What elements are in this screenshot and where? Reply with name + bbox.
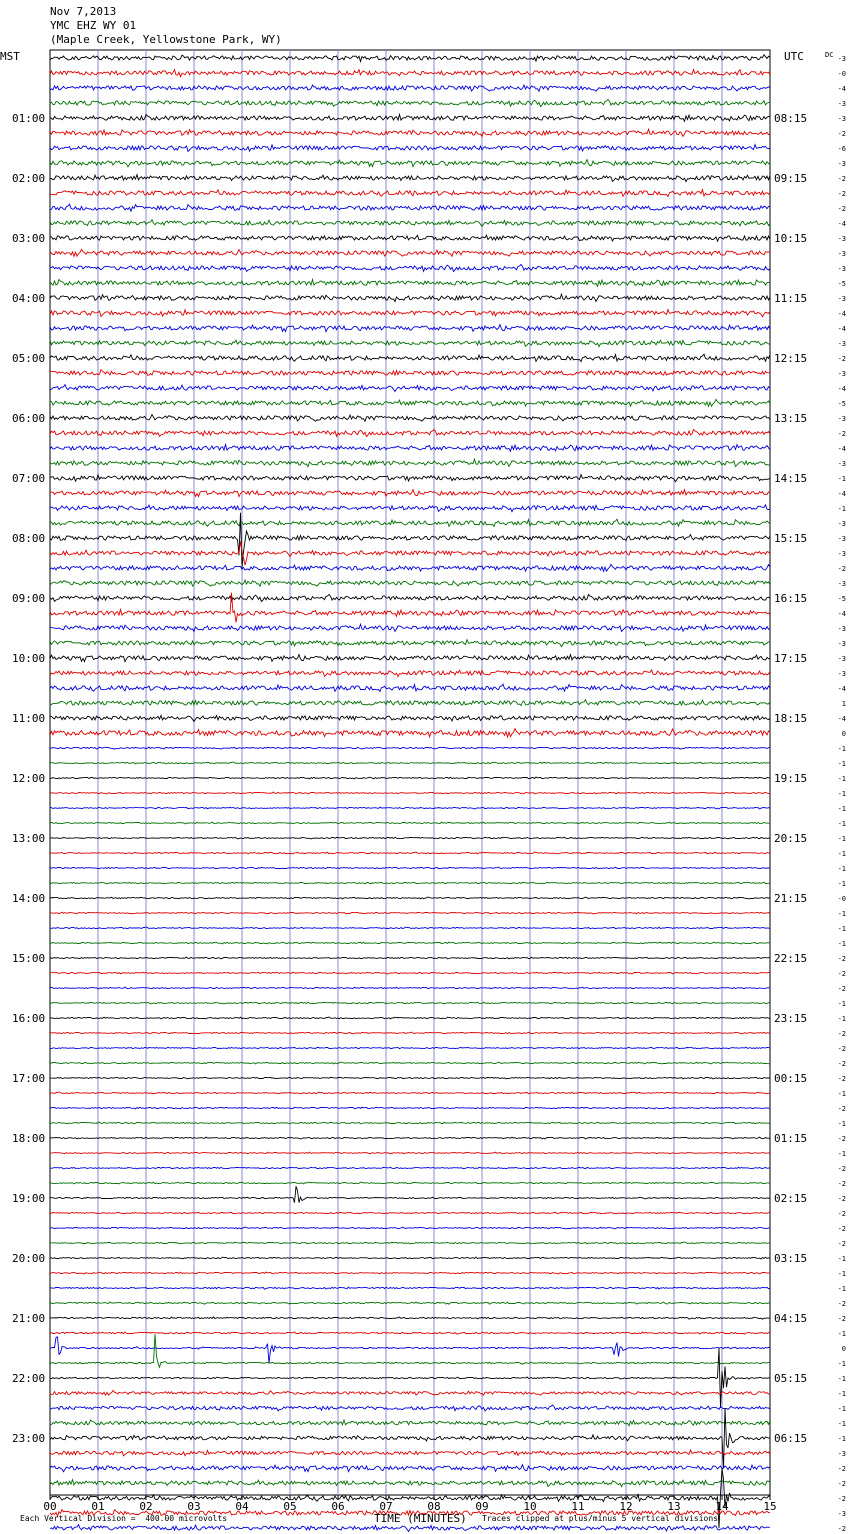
trace-line [50,1227,770,1229]
trace-line [50,115,770,122]
trace-line [50,1465,770,1472]
dc-offset-label: -2 [837,985,846,993]
trace-line [50,85,770,91]
dc-offset-label: -2 [837,1240,846,1248]
dc-offset-label: -2 [837,1165,846,1173]
dc-offset-label: -1 [837,775,846,783]
dc-offset-label: -1 [837,1150,846,1158]
trace-line [50,310,770,317]
dc-offset-label: -2 [837,1465,846,1473]
trace-line [50,1152,770,1154]
trace-line [50,927,770,929]
dc-offset-label: -2 [837,1105,846,1113]
x-tick-label: 09 [475,1500,489,1513]
x-tick-label: 12 [619,1500,633,1513]
left-hour-label: 13:00 [12,832,46,845]
dc-offset-label: -2 [837,1060,846,1068]
trace-line [50,399,770,406]
dc-offset-label: -1 [837,1390,846,1398]
dc-offset-label: -4 [837,385,846,393]
trace-line [50,1122,770,1124]
trace-line [50,1391,770,1396]
trace-line [50,1334,770,1367]
x-tick-label: 11 [571,1500,585,1513]
trace-line [50,249,770,256]
dc-offset-label: -3 [837,535,846,543]
dc-offset-label: -3 [837,1510,846,1518]
left-hour-label: 17:00 [12,1072,46,1085]
dc-offset-label: -2 [837,175,846,183]
dc-offset-label: -6 [837,145,846,153]
trace-line [50,1257,770,1259]
dc-offset-label: -5 [837,400,846,408]
x-tick-label: 08 [427,1500,441,1513]
left-hour-label: 02:00 [12,172,46,185]
dc-offset-label: -1 [837,820,846,828]
left-hour-label: 10:00 [12,652,46,665]
trace-line [50,99,770,106]
left-hour-label: 08:00 [12,532,46,545]
trace-line [50,564,770,571]
dc-offset-label: -1 [837,880,846,888]
trace-line [50,1182,770,1184]
right-hour-label: 01:15 [774,1132,808,1145]
trace-line [50,957,770,959]
trace-line [50,852,770,854]
trace-line [50,912,770,914]
dc-offset-label: -1 [837,1405,846,1413]
dc-offset-label: -2 [837,1225,846,1233]
trace-line [50,822,770,824]
right-hour-label: 19:15 [774,772,808,785]
trace-line [50,490,770,497]
trace-line [50,1137,770,1139]
trace-line [50,1002,770,1004]
x-tick-label: 01 [91,1500,105,1513]
dc-offset-label: -1 [837,790,846,798]
dc-offset-label: -1 [837,1000,846,1008]
trace-line [50,640,770,647]
dc-offset-label: -3 [837,670,846,678]
right-hour-label: 21:15 [774,892,808,905]
trace-line [50,807,770,809]
right-hour-label: 04:15 [774,1312,808,1325]
right-hour-label: 11:15 [774,292,808,305]
dc-offset-label: -3 [837,115,846,123]
trace-line [50,1092,770,1094]
left-hour-label: 21:00 [12,1312,46,1325]
right-hour-label: 03:15 [774,1252,808,1265]
dc-offset-label: -2 [837,1195,846,1203]
dc-offset-label: -3 [837,160,846,168]
trace-line [50,867,770,869]
dc-offset-label: -1 [837,925,846,933]
dc-offset-label: -4 [837,220,846,228]
dc-offset-label: -2 [837,130,846,138]
trace-line [50,1287,770,1289]
trace-line [50,513,770,568]
left-hour-label: 01:00 [12,112,46,125]
dc-offset-label: -5 [837,280,846,288]
trace-line [50,1525,770,1532]
trace-line [50,1480,770,1487]
x-axis-label: TIME (MINUTES) [374,1512,467,1525]
dc-offset-label: -3 [837,370,846,378]
right-hour-label: 09:15 [774,172,808,185]
dc-offset-label: -3 [837,625,846,633]
right-hour-label: 20:15 [774,832,808,845]
dc-offset-label: -1 [837,910,846,918]
dc-offset-label: -2 [837,1480,846,1488]
dc-offset-label: -2 [837,1525,846,1533]
trace-line [50,1337,770,1364]
dc-offset-label: -1 [837,760,846,768]
right-hour-label: 05:15 [774,1372,808,1385]
trace-line [50,762,770,764]
x-tick-label: 15 [763,1500,777,1513]
trace-line [50,294,770,301]
trace-line [50,235,770,241]
trace-line [50,325,770,332]
dc-offset-label: -0 [837,895,846,903]
dc-offset-label: -2 [837,1300,846,1308]
dc-offset-label: -3 [837,520,846,528]
trace-line [50,129,770,136]
trace-line [50,655,770,662]
x-tick-label: 06 [331,1500,345,1513]
dc-offset-label: -1 [837,505,846,513]
trace-line [50,204,770,211]
left-hour-label: 22:00 [12,1372,46,1385]
trace-line [50,445,770,452]
x-tick-label: 07 [379,1500,393,1513]
left-timezone-label: MST [0,50,20,63]
trace-line [50,264,770,271]
dc-offset-label: -3 [837,640,846,648]
dc-offset-label: -3 [837,250,846,258]
dc-offset-label: -2 [837,430,846,438]
trace-line [50,837,770,839]
trace-line [50,1242,770,1244]
x-tick-label: 03 [187,1500,201,1513]
trace-line [50,1167,770,1169]
dc-offset-label: -4 [837,310,846,318]
scale-note: Each Vertical Division = 400.00 microvolts [20,1514,228,1523]
trace-line [50,1272,770,1274]
trace-line [50,475,770,482]
trace-line [50,1032,770,1034]
dc-offset-label: -5 [837,595,846,603]
dc-offset-label: -2 [837,1135,846,1143]
trace-line [50,354,770,361]
station-location: (Maple Creek, Yellowstone Park, WY) [50,33,282,46]
left-hour-label: 19:00 [12,1192,46,1205]
trace-line [50,715,770,721]
trace-line [50,1062,770,1064]
trace-line [50,747,770,749]
trace-line [50,1302,770,1304]
dc-offset-label: -3 [837,580,846,588]
trace-line [50,624,770,631]
trace-line [50,160,770,167]
trace-line [50,190,770,197]
dc-offset-label: -1 [837,1120,846,1128]
trace-line [50,1107,770,1109]
dc-offset-label: -3 [837,340,846,348]
right-hour-label: 08:15 [774,112,808,125]
dc-offset-label: -1 [837,865,846,873]
dc-offset-label: -3 [837,655,846,663]
left-hour-label: 12:00 [12,772,46,785]
trace-line [50,670,770,677]
left-hour-label: 09:00 [12,592,46,605]
trace-line [50,684,770,691]
dc-offset-label: -3 [837,265,846,273]
right-hour-label: 16:15 [774,592,808,605]
trace-line [50,1348,770,1408]
left-hour-label: 03:00 [12,232,46,245]
left-hour-label: 14:00 [12,892,46,905]
x-tick-label: 14 [715,1500,729,1513]
trace-line [50,882,770,884]
dc-offset-label: -2 [837,970,846,978]
dc-offset-label: -2 [837,565,846,573]
trace-line [50,1332,770,1334]
left-hour-label: 11:00 [12,712,46,725]
right-hour-label: 14:15 [774,472,808,485]
dc-offset-label: 0 [841,730,846,738]
trace-line [50,1017,770,1019]
dc-offset-label: -0 [837,70,846,78]
dc-offset-label: -3 [837,415,846,423]
trace-line [50,415,770,422]
trace-line [50,972,770,974]
trace-line [50,1317,770,1319]
dc-offset-label: -4 [837,610,846,618]
trace-line [50,145,770,152]
dc-offset-label: -3 [837,460,846,468]
trace-line [50,1408,770,1468]
dc-offset-label: -1 [837,1255,846,1263]
dc-offset-label: -4 [837,445,846,453]
dc-offset-label: -3 [837,550,846,558]
right-hour-label: 23:15 [774,1012,808,1025]
trace-line [50,370,770,376]
left-hour-label: 04:00 [12,292,46,305]
dc-offset-label: -2 [837,205,846,213]
trace-line [50,729,770,737]
left-hour-label: 23:00 [12,1432,46,1445]
x-tick-label: 05 [283,1500,297,1513]
trace-line [50,175,770,182]
right-hour-label: 17:15 [774,652,808,665]
right-hour-label: 18:15 [774,712,808,725]
dc-offset-label: -2 [837,1180,846,1188]
dc-offset-label: -3 [837,295,846,303]
trace-line [50,542,770,566]
trace-line [50,1450,770,1456]
right-hour-label: 06:15 [774,1432,808,1445]
dc-offset-label: -2 [837,190,846,198]
x-tick-label: 04 [235,1500,249,1513]
dc-offset-label: -4 [837,715,846,723]
left-hour-label: 20:00 [12,1252,46,1265]
trace-line [50,519,770,526]
dc-offset-label: -2 [837,1030,846,1038]
trace-line [50,1186,770,1202]
x-tick-label: 10 [523,1500,537,1513]
dc-offset-label: -3 [837,100,846,108]
right-hour-label: 02:15 [774,1192,808,1205]
trace-line [50,897,770,899]
trace-line [50,987,770,989]
dc-offset-label: -1 [837,1015,846,1023]
dc-offset-label: -1 [837,1420,846,1428]
trace-line [50,792,770,794]
trace-line [50,70,770,77]
trace-line [50,280,770,287]
x-tick-label: 02 [139,1500,153,1513]
trace-line [50,55,770,62]
left-hour-label: 06:00 [12,412,46,425]
dc-offset-label: -4 [837,85,846,93]
dc-offset-label: 0 [841,1345,846,1353]
dc-offset-label: -1 [837,1285,846,1293]
trace-line [50,220,770,227]
dc-offset-label: -3 [837,1450,846,1458]
trace-line [50,459,770,466]
left-hour-label: 05:00 [12,352,46,365]
dc-offset-label: -1 [837,835,846,843]
dc-offset-label: -4 [837,325,846,333]
dc-offset-label: -1 [837,940,846,948]
dc-offset-label: -4 [837,685,846,693]
right-hour-label: 13:15 [774,412,808,425]
right-hour-label: 10:15 [774,232,808,245]
trace-line [50,1077,770,1079]
dc-offset-label: -2 [837,1315,846,1323]
trace-line [50,505,770,512]
dc-offset-label: -1 [837,850,846,858]
trace-line [50,1420,770,1426]
dc-offset-label: -2 [837,1210,846,1218]
dc-offset-label: -1 [837,1375,846,1383]
trace-line [50,1212,770,1214]
dc-offset-label: -2 [837,1495,846,1503]
dc-offset-label: 1 [841,700,846,708]
dc-offset-label: -1 [837,745,846,753]
dc-offset-label: -2 [837,1045,846,1053]
dc-offset-label: -1 [837,1330,846,1338]
trace-line [50,385,770,392]
dc-offset-label: -2 [837,1075,846,1083]
right-timezone-label: UTC [784,50,804,63]
right-hour-label: 12:15 [774,352,808,365]
trace-line [50,340,770,347]
dc-offset-label: -1 [837,805,846,813]
left-hour-label: 16:00 [12,1012,46,1025]
trace-line [50,429,770,436]
left-hour-label: 07:00 [12,472,46,485]
dc-offset-label: -1 [837,475,846,483]
x-tick-label: 13 [667,1500,681,1513]
dc-offset-label: -1 [837,1090,846,1098]
trace-line [50,594,770,601]
left-hour-label: 18:00 [12,1132,46,1145]
trace-line [50,700,770,706]
trace-line [50,777,770,779]
dc-offset-label: -3 [837,235,846,243]
dc-column-label: DC [825,51,834,59]
dc-offset-label: -2 [837,955,846,963]
dc-offset-label: -1 [837,1360,846,1368]
right-hour-label: 15:15 [774,532,808,545]
dc-offset-label: -3 [837,55,846,63]
dc-offset-label: -2 [837,355,846,363]
x-tick-label: 00 [43,1500,57,1513]
clip-note: Traces clipped at plus/minus 5 vertical divisions [482,1514,719,1523]
trace-line [50,580,770,586]
right-hour-label: 00:15 [774,1072,808,1085]
trace-line [50,1405,770,1411]
station-code: YMC EHZ WY 01 [50,19,137,32]
trace-line [50,1047,770,1049]
right-hour-label: 22:15 [774,952,808,965]
dc-offset-label: -1 [837,1435,846,1443]
plot-date: Nov 7,2013 [50,5,117,18]
dc-offset-label: -1 [837,1270,846,1278]
left-hour-label: 15:00 [12,952,46,965]
trace-line [50,942,770,944]
dc-offset-label: -4 [837,490,846,498]
